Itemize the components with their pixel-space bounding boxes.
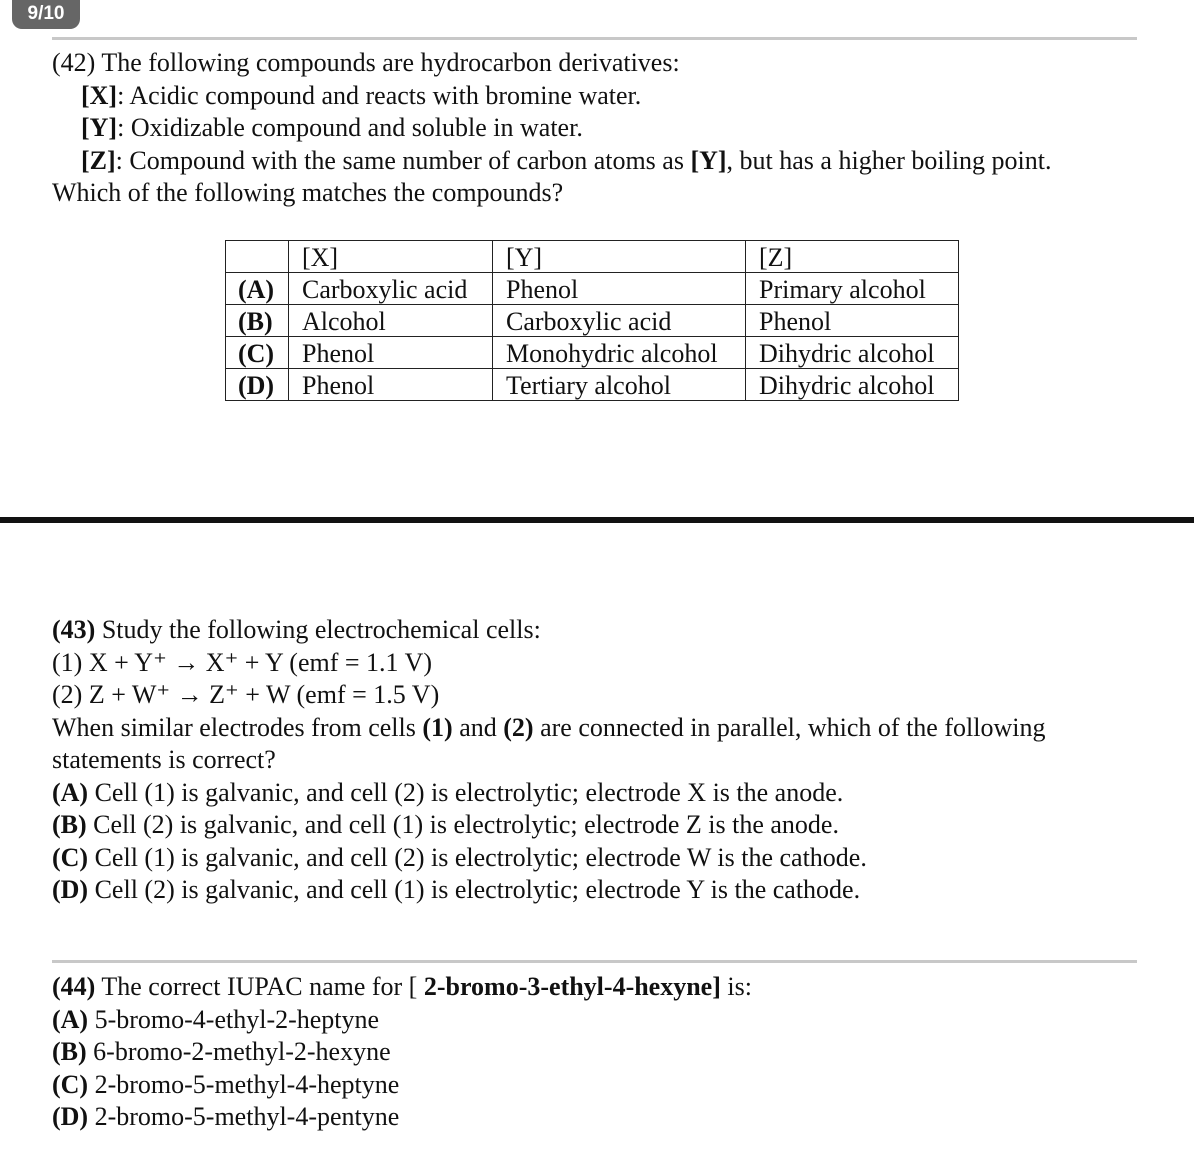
q42-item-x-tag: [X] [81, 80, 118, 110]
table-cell: Primary alcohol [746, 273, 959, 305]
option-text: Cell (1) is galvanic, and cell (2) is electrolytic; electrode W is the cathode. [88, 842, 867, 872]
q42-item-z-tail: , but has a higher boiling point. [726, 145, 1052, 175]
option-text: Cell (2) is galvanic, and cell (1) is electrolytic; electrode Y is the cathode. [88, 875, 861, 904]
option-label: (C) [52, 842, 89, 872]
option-text: 2-bromo-5-methyl-4-pentyne [88, 1102, 400, 1131]
table-cell: Carboxylic acid [493, 305, 746, 337]
q43-cell-1: (1) X + Y⁺ → X⁺ + Y (emf = 1.1 V) [52, 647, 433, 677]
table-row [226, 337, 959, 369]
q42-item-y [52, 112, 1162, 145]
q44-intro-text: The correct IUPAC name for [ [95, 972, 424, 1001]
q42-answer-table [225, 240, 959, 401]
option-label: (A) [52, 1004, 89, 1034]
table-header-cell [226, 241, 289, 273]
q44-option-b[interactable] [52, 1036, 1162, 1069]
table-row [226, 273, 959, 305]
q44-divider [52, 960, 1137, 963]
table-cell: Phenol [289, 369, 493, 401]
table-row [226, 305, 959, 337]
table-row [226, 369, 959, 401]
table-cell: Dihydric alcohol [746, 369, 959, 401]
q44-option-d[interactable] [52, 1101, 1162, 1134]
table-cell: Phenol [493, 273, 746, 305]
q43-option-b[interactable] [52, 809, 1162, 842]
table-cell: Alcohol [289, 305, 493, 337]
q42-question: Which of the following matches the compounds? [52, 178, 564, 207]
option-label: (D) [52, 875, 89, 904]
q43-intro-text: Study the following electrochemical cells: [95, 615, 541, 644]
table-header-cell: [X] [289, 241, 493, 273]
q43-number: (43) [52, 615, 96, 644]
q42-item-z-text: : Compound with the same number of carbon atoms as [115, 145, 691, 175]
option-text: Cell (2) is galvanic, and cell (1) is electrolytic; electrode Z is the anode. [86, 810, 839, 839]
q43-question-text: and [452, 712, 504, 742]
q43-question-cont: statements is correct? [52, 745, 276, 774]
q43-question-ref: (2) [503, 712, 534, 742]
table-header-cell: [Z] [746, 241, 959, 273]
q44-compound: 2-bromo-3-ethyl-4-hexyne] [423, 972, 721, 1001]
q44-number: (44) [52, 972, 96, 1001]
q43-option-c[interactable] [52, 842, 1162, 875]
q43-question-ref: (1) [422, 712, 453, 742]
q42-item-z-tag: [Z] [81, 145, 116, 175]
q42-intro: (42) The following compounds are hydrocarbon derivatives: [52, 48, 680, 77]
q44-intro-tail: is: [720, 972, 752, 1001]
option-text: 2-bromo-5-methyl-4-heptyne [88, 1069, 400, 1099]
q42-item-z-ref: [Y] [690, 145, 727, 175]
q43-question-text: are connected in parallel, which of the following [533, 712, 1046, 742]
table-option-label: (D) [226, 369, 289, 401]
question-42 [52, 47, 1162, 210]
q42-item-y-tag: [Y] [81, 113, 118, 142]
top-divider [52, 37, 1137, 40]
table-header-row [226, 241, 959, 273]
q42-item-z [52, 145, 1162, 178]
option-label: (D) [52, 1102, 89, 1131]
option-text: Cell (1) is galvanic, and cell (2) is electrolytic; electrode X is the anode. [88, 777, 844, 807]
table-option-label: (C) [226, 337, 289, 369]
table-cell: Dihydric alcohol [746, 337, 959, 369]
option-label: (B) [52, 1037, 87, 1066]
q43-cell-2: (2) Z + W⁺ → Z⁺ + W (emf = 1.5 V) [52, 680, 440, 709]
table-cell: Phenol [289, 337, 493, 369]
option-label: (C) [52, 1069, 89, 1099]
q43-option-d[interactable] [52, 874, 1162, 907]
table-cell: Tertiary alcohol [493, 369, 746, 401]
page-break-divider [0, 517, 1194, 523]
q42-item-x-text: : Acidic compound and reacts with bromine water. [117, 80, 642, 110]
table-option-label: (A) [226, 273, 289, 305]
table-cell: Monohydric alcohol [493, 337, 746, 369]
q43-question [52, 712, 1162, 745]
table-cell: Phenol [746, 305, 959, 337]
q43-intro [52, 614, 1162, 647]
question-44 [52, 971, 1162, 1134]
page-indicator-badge: 9/10 [12, 0, 80, 29]
table-option-label: (B) [226, 305, 289, 337]
q43-question-text: When similar electrodes from cells [52, 712, 423, 742]
q42-item-x [52, 80, 1162, 113]
q44-intro [52, 971, 1162, 1004]
table-cell: Carboxylic acid [289, 273, 493, 305]
q44-option-a[interactable] [52, 1004, 1162, 1037]
q44-option-c[interactable] [52, 1069, 1162, 1102]
option-label: (A) [52, 777, 89, 807]
q43-option-a[interactable] [52, 777, 1162, 810]
option-label: (B) [52, 810, 87, 839]
option-text: 6-bromo-2-methyl-2-hexyne [86, 1037, 391, 1066]
option-text: 5-bromo-4-ethyl-2-heptyne [88, 1004, 380, 1034]
q42-item-y-text: : Oxidizable compound and soluble in water. [117, 113, 583, 142]
table-header-cell: [Y] [493, 241, 746, 273]
question-43 [52, 614, 1162, 907]
